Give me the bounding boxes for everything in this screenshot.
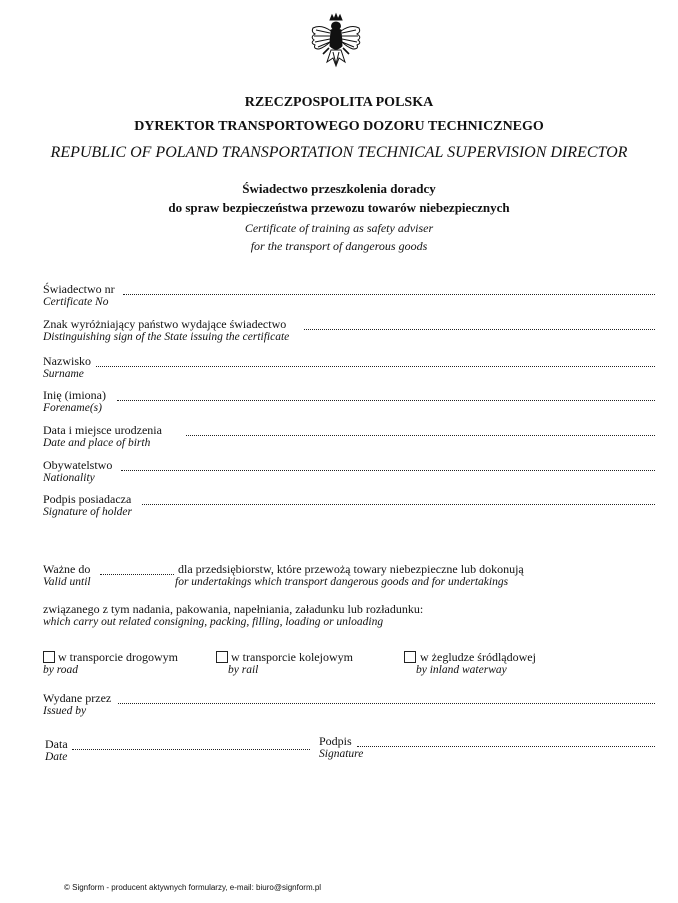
issued-by-label: Wydane przez	[43, 691, 112, 705]
field-label-en: Forename(s)	[43, 402, 102, 414]
field-label-en: Signature of holder	[43, 506, 133, 518]
signature-label: Podpis	[319, 734, 352, 748]
field-label-pl: Świadectwo nr	[43, 282, 115, 296]
certificate-no-input-line[interactable]	[123, 282, 655, 295]
footer-credit: © Signform - producent aktywnych formularzy, e-mail: biuro@signform.pl	[64, 883, 322, 892]
valid-scope-text: dla przedsiębiorstw, które przewożą towary niebezpieczne lub dokonują	[178, 562, 524, 576]
field-label-en: Date and place of birth	[43, 437, 151, 449]
certificate-title-en-1: Certificate of training as safety adviser	[244, 221, 434, 235]
valid-until-label-en: Valid until	[43, 576, 91, 588]
field-label-en: Certificate No	[43, 296, 109, 308]
header-country: RZECZPOSPOLITA POLSKA	[244, 95, 434, 110]
field-label-en: Surname	[43, 368, 84, 380]
birth-input-line[interactable]	[186, 423, 655, 436]
signature-input-line[interactable]	[357, 734, 655, 747]
field-label-pl: Inię (imiona)	[43, 388, 106, 402]
issued-by-input-line[interactable]	[118, 691, 655, 704]
rail-label-en: by rail	[228, 664, 259, 676]
date-input-line[interactable]	[72, 737, 310, 750]
polish-eagle-emblem	[307, 12, 365, 70]
field-label-en: Distinguishing sign of the State issuing the certificate	[43, 331, 290, 343]
certificate-title-pl-1: Świadectwo przeszkolenia doradcy	[242, 181, 436, 196]
certificate-title-en-2: for the transport of dangerous goods	[250, 239, 428, 253]
date-label: Data	[45, 737, 68, 751]
rail-label: w transporcie kolejowym	[231, 650, 353, 664]
field-label-pl: Obywatelstwo	[43, 458, 113, 472]
field-label-en: Nationality	[43, 472, 95, 484]
holder-signature-input-line[interactable]	[142, 492, 655, 505]
field-label-pl: Podpis posiadacza	[43, 492, 132, 506]
waterway-label-en: by inland waterway	[416, 664, 507, 676]
waterway-label: w żegludze śródlądowej	[420, 650, 536, 664]
road-label-en: by road	[43, 664, 79, 676]
valid-until-input-line[interactable]	[100, 562, 174, 575]
waterway-checkbox[interactable]	[404, 651, 416, 663]
field-label-pl: Nazwisko	[43, 354, 91, 368]
field-label-pl: Znak wyróżniający państwo wydające świadectwo	[43, 317, 287, 331]
header-authority-en: REPUBLIC OF POLAND TRANSPORTATION TECHNICAL SUPERVISION DIRECTOR	[50, 144, 628, 161]
signature-label-en: Signature	[319, 748, 364, 760]
header-authority: DYREKTOR TRANSPORTOWEGO DOZORU TECHNICZNEGO	[134, 119, 544, 134]
forenames-input-line[interactable]	[117, 388, 655, 401]
issued-by-label-en: Issued by	[43, 705, 87, 717]
valid-until-label: Ważne do	[43, 562, 91, 576]
date-label-en: Date	[45, 751, 68, 763]
valid-scope-text-en: for undertakings which transport dangerous goods and for undertakings	[175, 576, 509, 588]
road-label: w transporcie drogowym	[58, 650, 178, 664]
road-checkbox[interactable]	[43, 651, 55, 663]
nationality-input-line[interactable]	[121, 458, 655, 471]
rail-checkbox[interactable]	[216, 651, 228, 663]
issuing-state-input-line[interactable]	[304, 317, 655, 330]
valid-scope-text-2-en: which carry out related consigning, packing, filling, loading or unloading	[43, 616, 384, 628]
certificate-title-pl-2: do spraw bezpieczeństwa przewozu towarów niebezpiecznych	[168, 200, 510, 215]
valid-scope-text-2: związanego z tym nadania, pakowania, napełniania, załadunku lub rozładunku:	[43, 602, 424, 616]
field-label-pl: Data i miejsce urodzenia	[43, 423, 162, 437]
surname-input-line[interactable]	[96, 354, 655, 367]
